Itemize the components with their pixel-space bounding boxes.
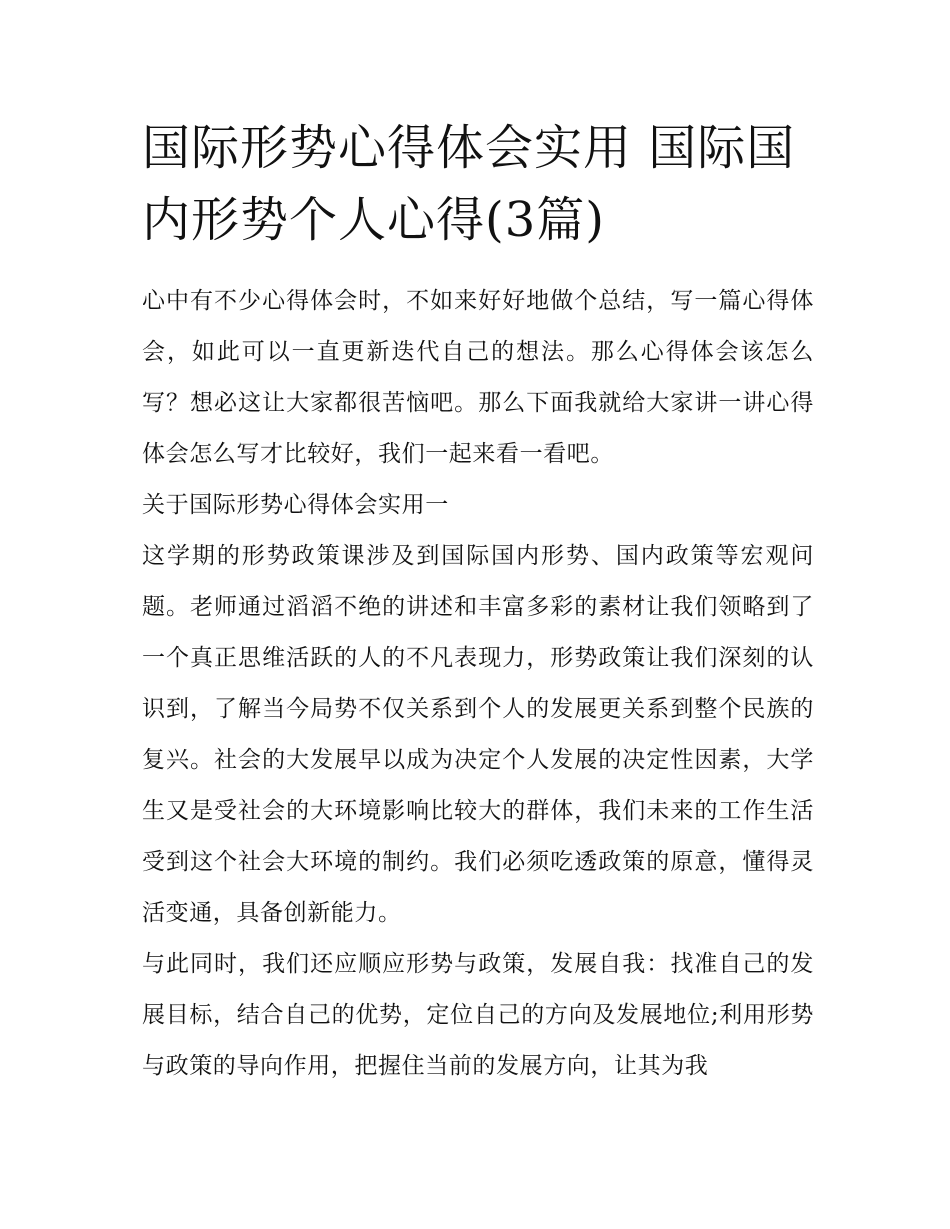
document-title: 国际形势心得体会实用 国际国内形势个人心得(3篇) (142, 120, 796, 248)
intro-paragraph: 心中有不少心得体会时，不如来好好地做个总结，写一篇心得体会，如此可以一直更新迭代自己的想法。那么心得体会该怎么写？想必这让大家都很苦恼吧。那么下面我就给大家讲一讲心得体会怎么写才比较好，我们一起来看一看吧。 (142, 288, 814, 467)
document-body (142, 276, 814, 1092)
body-paragraph: 与此同时，我们还应顺应形势与政策，发展自我：找准自己的发展目标，结合自己的优势，定位自己的方向及发展地位;利用形势与政策的导向作用，把握住当前的发展方向，让其为我 (142, 951, 814, 1079)
body-paragraph: 这学期的形势政策课涉及到国际国内形势、国内政策等宏观问题。老师通过滔滔不绝的讲述和丰富多彩的素材让我们领略到了一个真正思维活跃的人的不凡表现力，形势政策让我们深刻的认识到，了解当今局势不仅关系到个人的发展更关系到整个民族的复兴。社会的大发展早以成为决定个人发展的决定性因素，大学生又是受社会的大环境影响比较大的群体，我们未来的工作生活受到这个社会大环境的制约。我们必须吃透政策的原意，懂得灵活变通，具备创新能力。 (142, 543, 814, 926)
section-heading: 关于国际形势心得体会实用一 (142, 492, 449, 518)
